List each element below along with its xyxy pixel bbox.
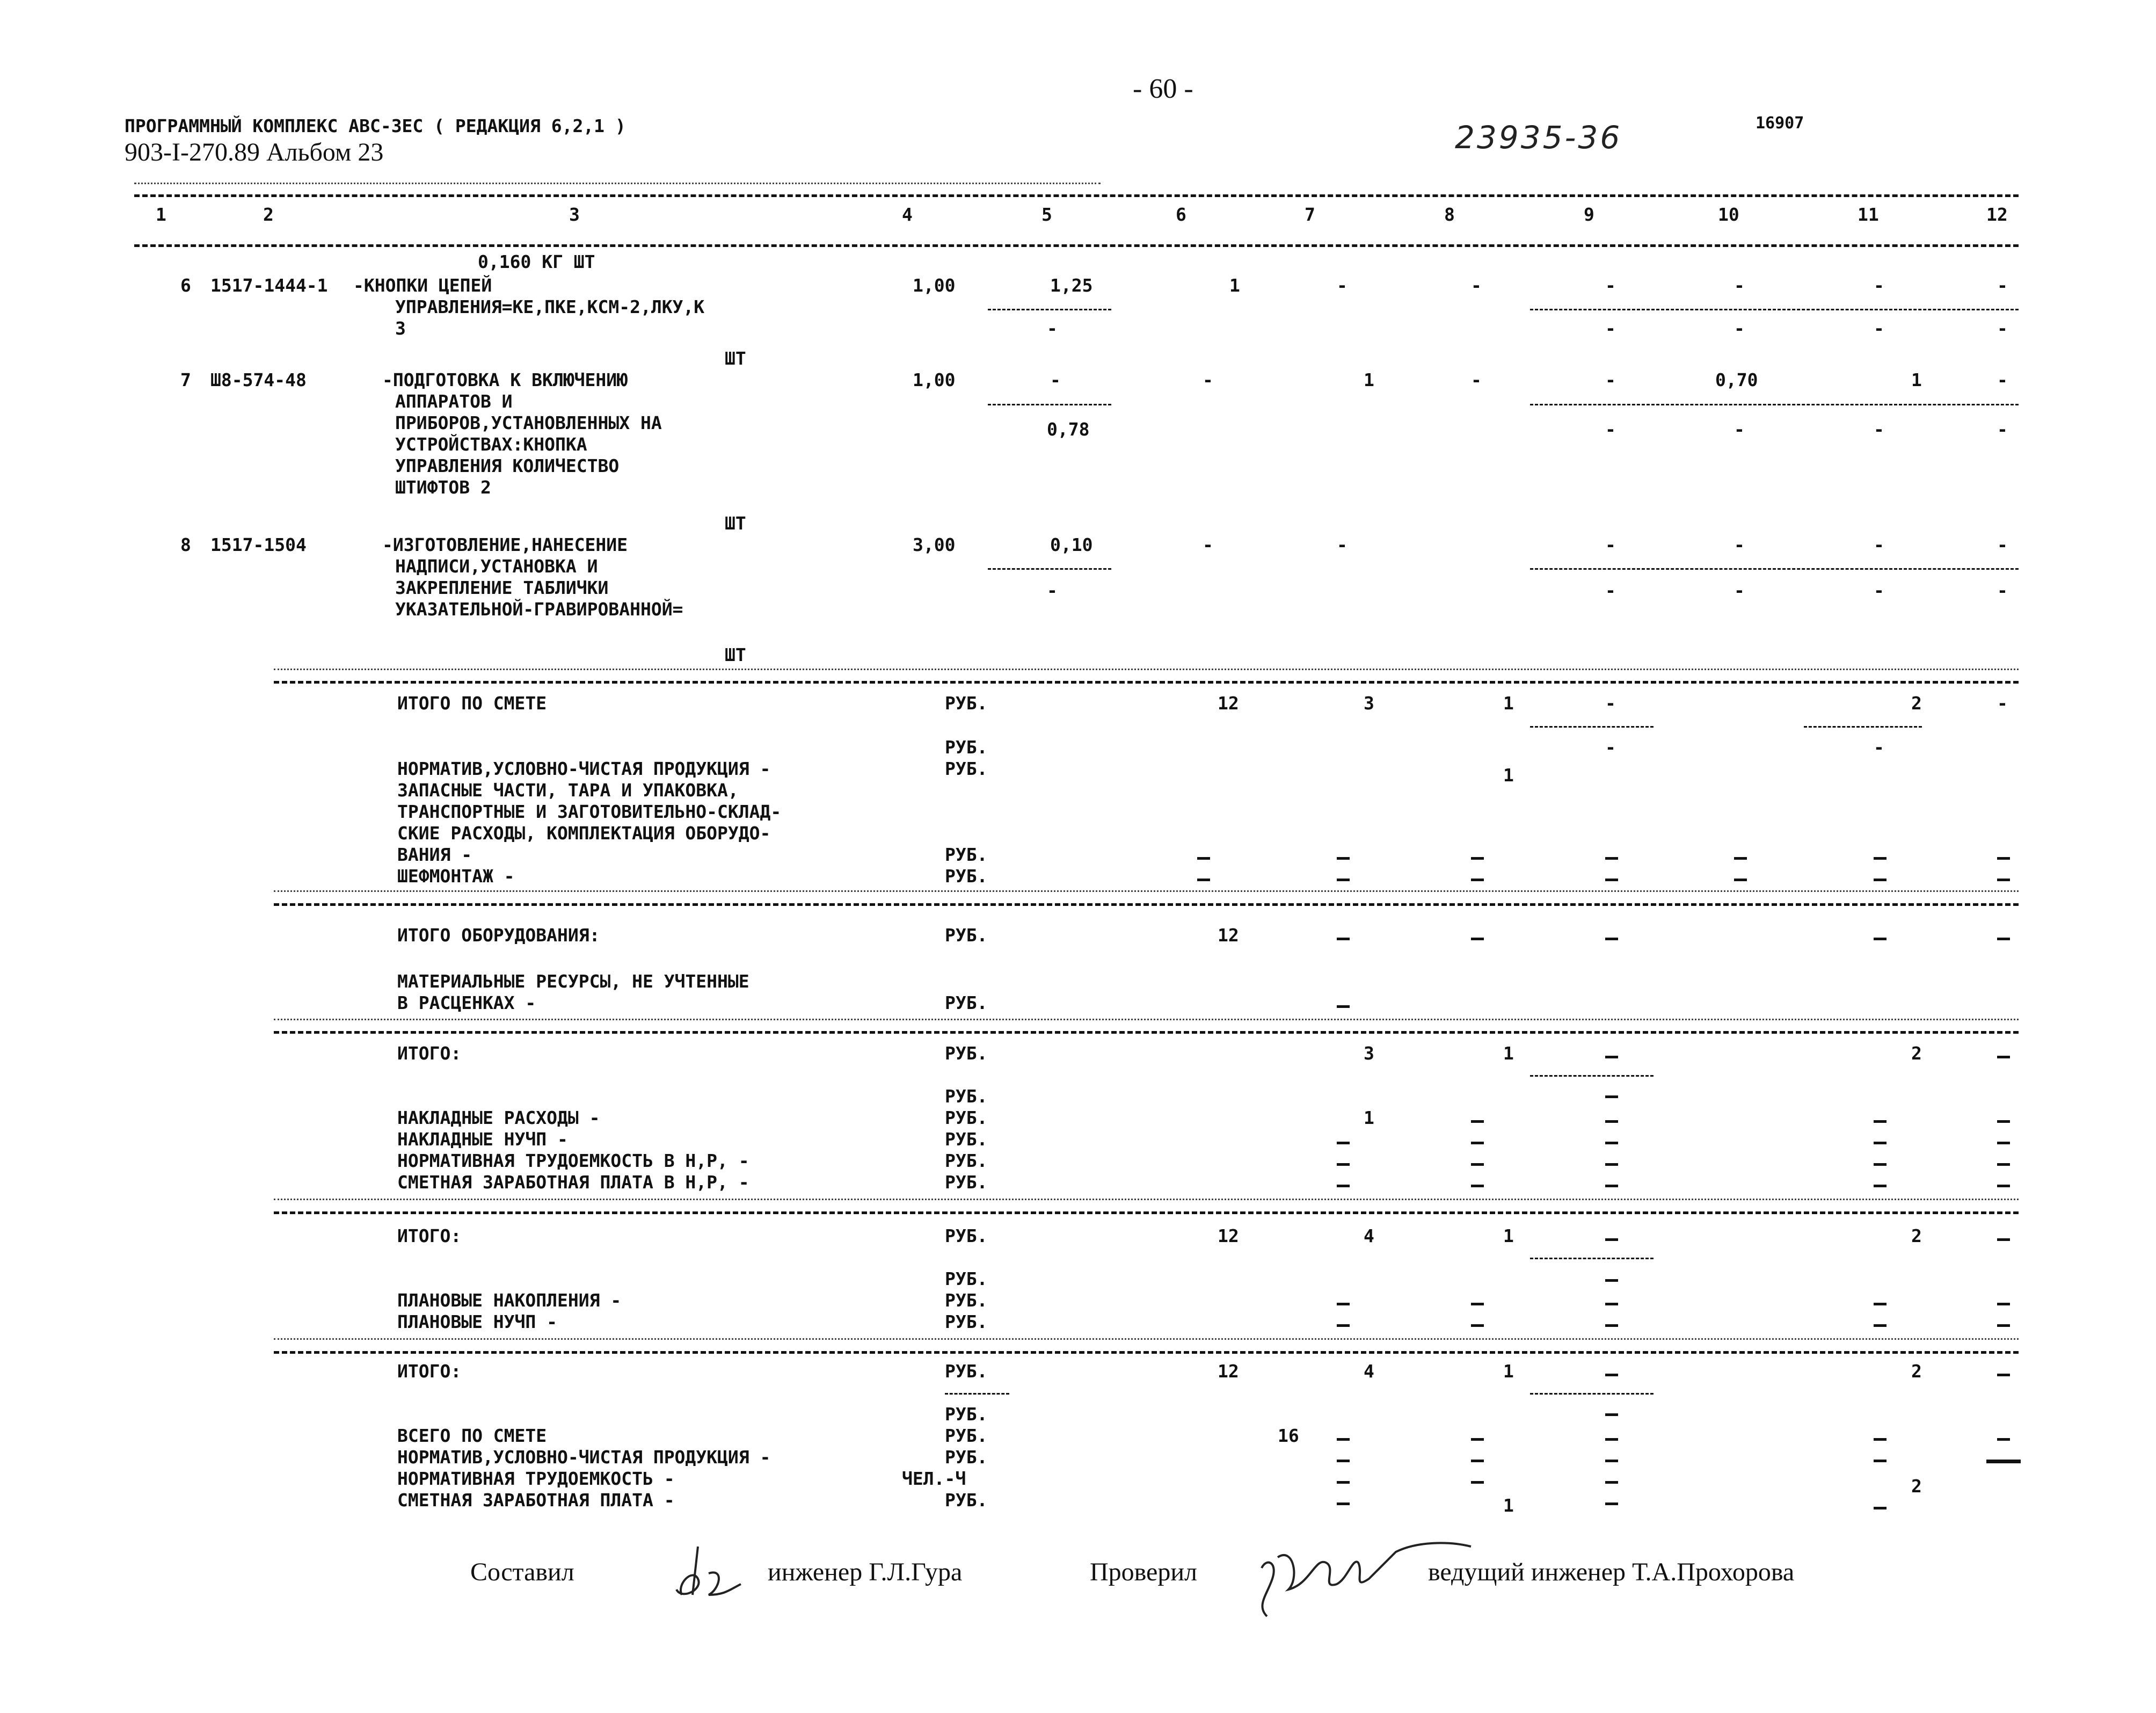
item-col10: 0,70 xyxy=(1715,369,1758,390)
item-col9: - xyxy=(1605,275,1616,296)
item-col12: - xyxy=(1997,534,2008,555)
item-quantity: 1,00 xyxy=(913,275,956,296)
norm-labor-total-label: НОРМАТИВНАЯ ТРУДОЕМКОСТЬ - xyxy=(397,1468,675,1489)
wage-total-label: СМЕТНАЯ ЗАРАБОТНАЯ ПЛАТА - xyxy=(397,1490,675,1511)
summary-col6: 12 xyxy=(1218,1361,1239,1382)
planned-nuchp-label: ПЛАНОВЫЕ НУЧП - xyxy=(397,1311,558,1332)
item-col12-bottom: - xyxy=(1997,580,2008,601)
item-col7: - xyxy=(1337,534,1348,555)
summary-unit: РУБ. xyxy=(945,1225,988,1246)
item-col11: 1 xyxy=(1911,369,1922,390)
item-col7: - xyxy=(1337,275,1348,296)
item-number: 7 xyxy=(180,369,191,390)
signature-gura xyxy=(660,1536,757,1611)
handwritten-number: 23935-36 xyxy=(1455,119,1622,156)
col-header-5: 5 xyxy=(1041,204,1052,225)
grand-total-col6: 16 xyxy=(1278,1425,1299,1446)
norm-line: НОРМАТИВ,УСЛОВНО-ЧИСТАЯ ПРОДУКЦИЯ - xyxy=(397,758,771,779)
mat-line: МАТЕРИАЛЬНЫЕ РЕСУРСЫ, НЕ УЧТЕННЫЕ xyxy=(397,971,749,992)
summary-title: ИТОГО: xyxy=(397,1225,462,1246)
summary-unit: РУБ. xyxy=(945,693,988,714)
item-col6: 1 xyxy=(1229,275,1240,296)
item-col10-bottom: - xyxy=(1734,580,1745,601)
summary-col8: 1 xyxy=(1503,693,1514,714)
summary-col8: 1 xyxy=(1503,1043,1514,1064)
section-rule xyxy=(274,1351,2019,1354)
col-header-8: 8 xyxy=(1444,204,1455,225)
col-header-9: 9 xyxy=(1584,204,1594,225)
summary-col8: 1 xyxy=(1503,1225,1514,1246)
planned-label: ПЛАНОВЫЕ НАКОПЛЕНИЯ - xyxy=(397,1290,622,1311)
col-header-11: 11 xyxy=(1858,204,1879,225)
summary-col11: 2 xyxy=(1911,1361,1922,1382)
summary-col11: 2 xyxy=(1911,693,1922,714)
summary-title: ИТОГО ПО СМЕТЕ xyxy=(397,693,547,714)
col-header-4: 4 xyxy=(902,204,913,225)
wage-unit: РУБ. xyxy=(945,1172,988,1193)
item-col5-top: 0,10 xyxy=(1050,534,1093,555)
composed-person: инженер Г.Л.Гура xyxy=(768,1558,963,1586)
norm-col8: 1 xyxy=(1503,765,1514,786)
item-desc-line: АППАРАТОВ И xyxy=(395,391,513,412)
norm-labor-unit: РУБ. xyxy=(945,1150,988,1171)
summary-unit: РУБ. xyxy=(945,925,988,946)
dotted-rule xyxy=(134,183,1101,184)
summary-col11-bottom: - xyxy=(1874,737,1884,758)
norm-product-unit: РУБ. xyxy=(945,1447,988,1468)
item-col6: - xyxy=(1203,534,1213,555)
shefmontazh-unit: РУБ. xyxy=(945,866,988,887)
item-col11: - xyxy=(1874,534,1884,555)
summary-title: ИТОГО: xyxy=(397,1361,462,1382)
item-col12-bottom: - xyxy=(1997,419,2008,440)
summary-col12: - xyxy=(1997,693,2008,714)
item-number: 8 xyxy=(180,534,191,555)
item-pre-unit: ШТ xyxy=(725,348,746,369)
item-code: Ш8-574-48 xyxy=(210,369,307,390)
page-number: - 60 - xyxy=(1133,74,1193,104)
norm-labor-total-unit: ЧЕЛ.-Ч xyxy=(902,1468,966,1489)
summary-col9-bottom: - xyxy=(1605,737,1616,758)
summary-title: ИТОГО: xyxy=(397,1043,462,1064)
checked-label: Проверил xyxy=(1090,1558,1197,1586)
item-pre-unit: 0,160 КГ ШТ xyxy=(478,251,595,272)
planned-unit: РУБ. xyxy=(945,1290,988,1311)
norm-labor-total-col11: 2 xyxy=(1911,1476,1922,1497)
norm-line: ТРАНСПОРТНЫЕ И ЗАГОТОВИТЕЛЬНО-СКЛАД- xyxy=(397,801,782,822)
section-rule xyxy=(274,681,2019,684)
shefmontazh-label: ШЕФМОНТАЖ - xyxy=(397,866,515,887)
item-col12: - xyxy=(1997,369,2008,390)
norm-labor-label: НОРМАТИВНАЯ ТРУДОЕМКОСТЬ В Н,Р, - xyxy=(397,1150,749,1171)
mat-line: В РАСЦЕНКАХ - xyxy=(397,992,536,1013)
item-desc-line: ШТИФТОВ 2 xyxy=(395,477,491,498)
summary-col11: 2 xyxy=(1911,1043,1922,1064)
summary-col7: 4 xyxy=(1364,1361,1374,1382)
item-col9: - xyxy=(1605,534,1616,555)
overhead-col7: 1 xyxy=(1364,1107,1374,1128)
item-col12: - xyxy=(1997,275,2008,296)
item-col10: - xyxy=(1734,275,1745,296)
summary-unit: РУБ. xyxy=(945,1361,988,1382)
col-header-10: 10 xyxy=(1718,204,1739,225)
summary-col11: 2 xyxy=(1911,1225,1922,1246)
item-desc-line: УПРАВЛЕНИЯ КОЛИЧЕСТВО xyxy=(395,455,620,476)
item-col10-bottom: - xyxy=(1734,419,1745,440)
table-header-rule xyxy=(134,244,2019,247)
subtotal-unit: РУБ. xyxy=(945,1086,988,1107)
mat-unit: РУБ. xyxy=(945,992,988,1013)
overhead-nuchp-label: НАКЛАДНЫЕ НУЧП - xyxy=(397,1129,568,1150)
item-col8: - xyxy=(1471,369,1482,390)
summary-unit: РУБ. xyxy=(945,737,988,758)
col-header-3: 3 xyxy=(569,204,580,225)
item-code: 1517-1504 xyxy=(210,534,307,555)
item-col7: 1 xyxy=(1364,369,1374,390)
item-col9-bottom: - xyxy=(1605,580,1616,601)
item-desc-line: УКАЗАТЕЛЬНОЙ-ГРАВИРОВАННОЙ= xyxy=(395,599,683,620)
table-top-rule xyxy=(134,194,2019,197)
summary-col6: 12 xyxy=(1218,693,1239,714)
summary-col6: 12 xyxy=(1218,925,1239,946)
wage-label: СМЕТНАЯ ЗАРАБОТНАЯ ПЛАТА В Н,Р, - xyxy=(397,1172,749,1193)
item-col5-bottom: 0,78 xyxy=(1047,419,1090,440)
item-col6: - xyxy=(1203,369,1213,390)
overhead-nuchp-unit: РУБ. xyxy=(945,1129,988,1150)
composed-label: Составил xyxy=(470,1558,574,1586)
col-header-6: 6 xyxy=(1176,204,1186,225)
norm-unit: РУБ. xyxy=(945,758,988,779)
item-col5-bottom: - xyxy=(1047,318,1058,339)
item-col11-bottom: - xyxy=(1874,419,1884,440)
section-rule xyxy=(274,1031,2019,1034)
album-line: 903-I-270.89 Альбом 23 xyxy=(125,138,384,166)
subtotal-unit: РУБ. xyxy=(945,1268,988,1289)
wage-total-col8: 1 xyxy=(1503,1495,1514,1516)
summary-col7: 3 xyxy=(1364,693,1374,714)
checked-person: ведущий инженер Т.А.Прохорова xyxy=(1428,1558,1795,1586)
item-desc-line: -КНОПКИ ЦЕПЕЙ xyxy=(353,275,492,296)
item-desc-line: 3 xyxy=(395,318,406,339)
item-col5-top: - xyxy=(1050,369,1061,390)
item-desc-line: ЗАКРЕПЛЕНИЕ ТАБЛИЧКИ xyxy=(395,577,609,598)
document-code: 16907 xyxy=(1756,114,1804,133)
item-col11-bottom: - xyxy=(1874,318,1884,339)
col-header-2: 2 xyxy=(263,204,274,225)
summary-col6: 12 xyxy=(1218,1225,1239,1246)
planned-nuchp-unit: РУБ. xyxy=(945,1311,988,1332)
grand-total-unit: РУБ. xyxy=(945,1425,988,1446)
section-rule xyxy=(274,903,2019,906)
grand-total-label: ВСЕГО ПО СМЕТЕ xyxy=(397,1425,547,1446)
item-col5-bottom: - xyxy=(1047,580,1058,601)
norm-line: ЗАПАСНЫЕ ЧАСТИ, ТАРА И УПАКОВКА, xyxy=(397,780,739,801)
item-col10-bottom: - xyxy=(1734,318,1745,339)
item-post-unit: ШТ xyxy=(725,644,746,665)
wage-total-unit: РУБ. xyxy=(945,1490,988,1511)
item-col11: - xyxy=(1874,275,1884,296)
overhead-unit: РУБ. xyxy=(945,1107,988,1128)
item-desc-line: УСТРОЙСТВАХ:КНОПКА xyxy=(395,434,587,455)
item-desc-line: -ИЗГОТОВЛЕНИЕ,НАНЕСЕНИЕ xyxy=(382,534,628,555)
summary-col9: - xyxy=(1605,693,1616,714)
item-desc-line: НАДПИСИ,УСТАНОВКА И xyxy=(395,556,598,577)
item-col9-bottom: - xyxy=(1605,419,1616,440)
summary-col7: 3 xyxy=(1364,1043,1374,1064)
summary-col7: 4 xyxy=(1364,1225,1374,1246)
norm-product-label: НОРМАТИВ,УСЛОВНО-ЧИСТАЯ ПРОДУКЦИЯ - xyxy=(397,1447,771,1468)
item-col5-top: 1,25 xyxy=(1050,275,1093,296)
summary-title: ИТОГО ОБОРУДОВАНИЯ: xyxy=(397,925,600,946)
item-desc-line: -ПОДГОТОВКА К ВКЛЮЧЕНИЮ xyxy=(382,369,628,390)
program-line: ПРОГРАММНЫЙ КОМПЛЕКС АВС-ЗЕС ( РЕДАКЦИЯ 6,2,1 ) xyxy=(125,115,626,136)
col-header-7: 7 xyxy=(1305,204,1315,225)
section-rule xyxy=(274,1211,2019,1214)
vaniya-unit: РУБ. xyxy=(945,844,988,865)
overhead-label: НАКЛАДНЫЕ РАСХОДЫ - xyxy=(397,1107,600,1128)
summary-col8: 1 xyxy=(1503,1361,1514,1382)
item-number: 6 xyxy=(180,275,191,296)
item-col10: - xyxy=(1734,534,1745,555)
norm-line: ВАНИЯ - xyxy=(397,844,472,865)
item-col11-bottom: - xyxy=(1874,580,1884,601)
subtotal-unit: РУБ. xyxy=(945,1404,988,1425)
item-col9: - xyxy=(1605,369,1616,390)
col-header-12: 12 xyxy=(1986,204,2008,225)
item-desc-line: УПРАВЛЕНИЯ=КЕ,ПКЕ,КСМ-2,ЛКУ,К xyxy=(395,296,705,317)
item-code: 1517-1444-1 xyxy=(210,275,328,296)
item-quantity: 3,00 xyxy=(913,534,956,555)
norm-line: СКИЕ РАСХОДЫ, КОМПЛЕКТАЦИЯ ОБОРУДО- xyxy=(397,823,771,844)
col-header-1: 1 xyxy=(156,204,166,225)
summary-unit: РУБ. xyxy=(945,1043,988,1064)
item-col9-bottom: - xyxy=(1605,318,1616,339)
item-pre-unit: ШТ xyxy=(725,513,746,534)
item-col12-bottom: - xyxy=(1997,318,2008,339)
item-desc-line: ПРИБОРОВ,УСТАНОВЛЕННЫХ НА xyxy=(395,412,662,433)
item-quantity: 1,00 xyxy=(913,369,956,390)
item-col8: - xyxy=(1471,275,1482,296)
